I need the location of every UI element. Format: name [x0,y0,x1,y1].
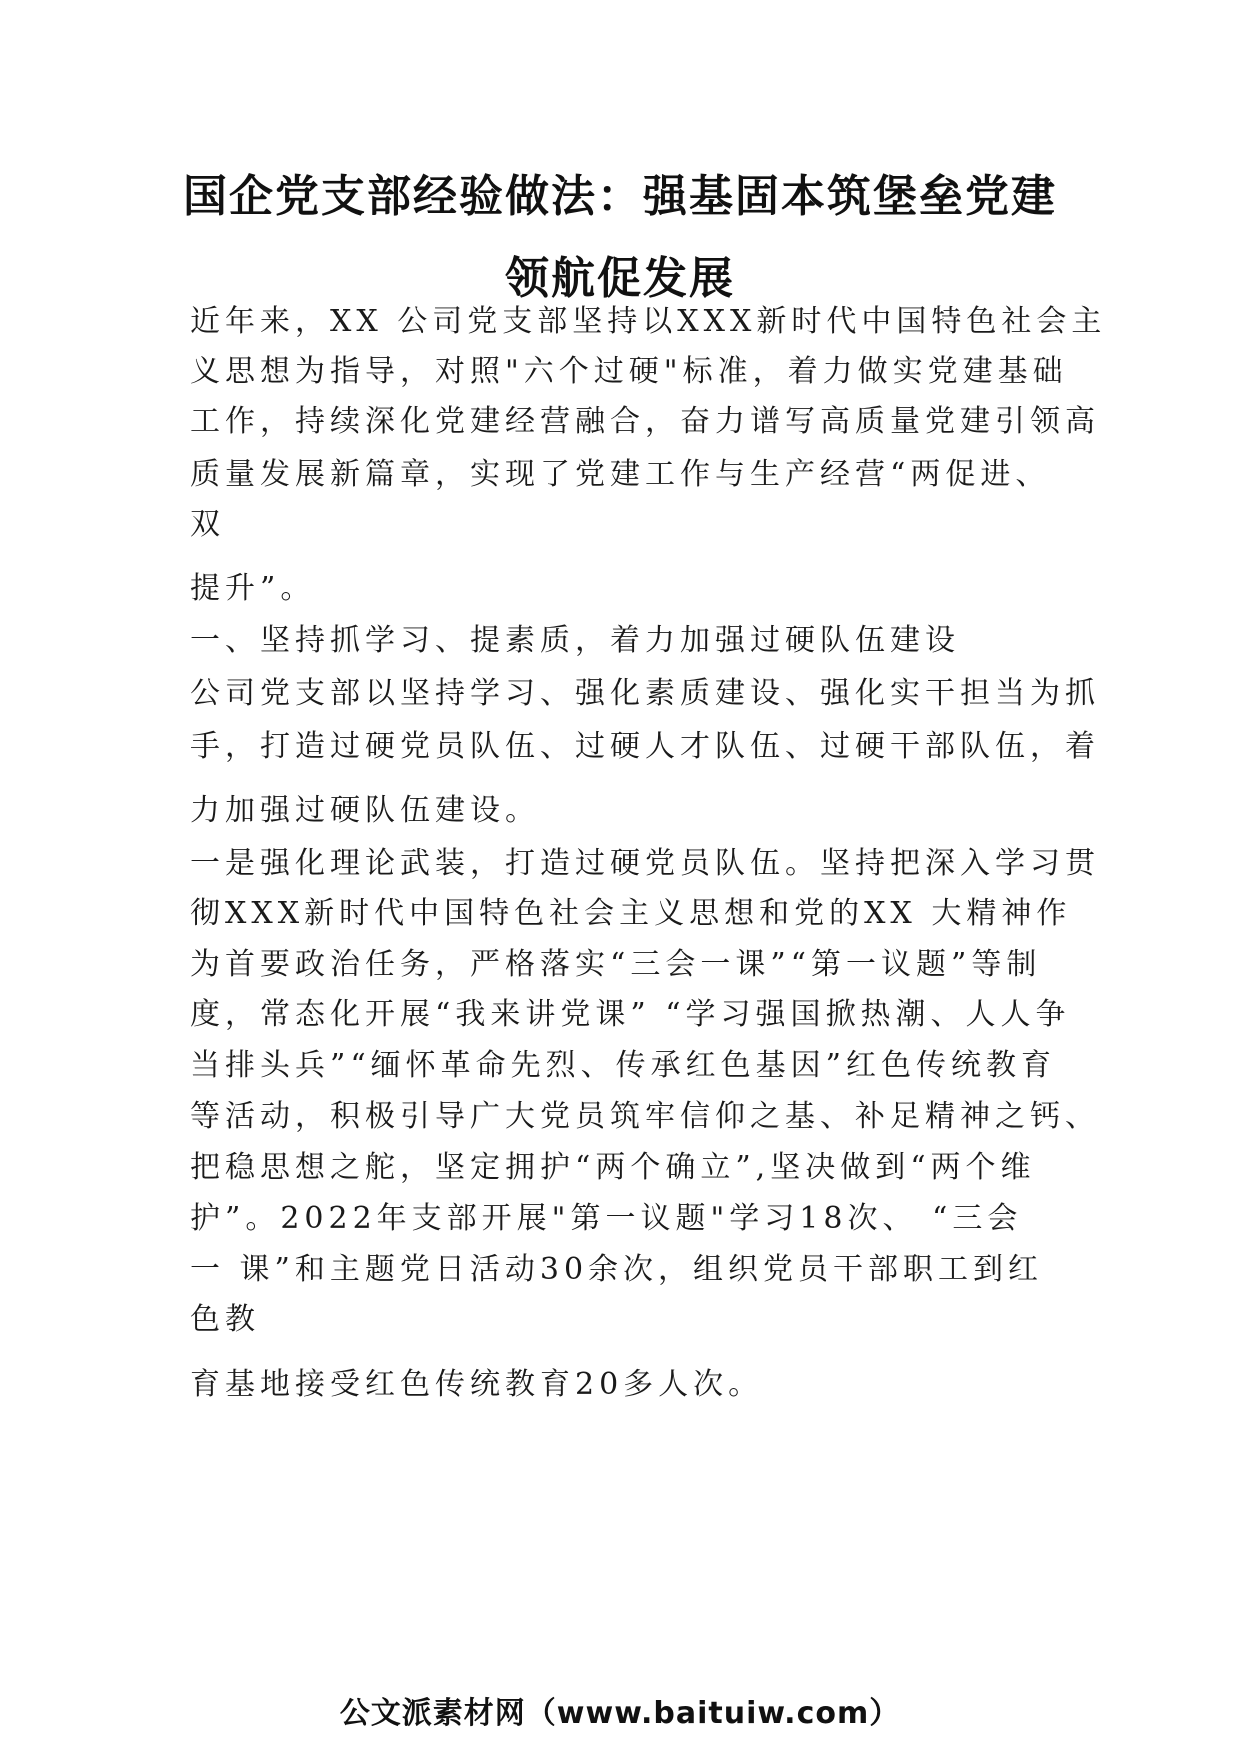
body-text-line: 双 [190,507,225,542]
body-text-line: 一 课”和主题党日活动30余次，组织党员干部职工到红 [190,1252,1044,1287]
body-text-line: 把稳思想之舵，坚定拥护“两个确立”,坚决做到“两个维 [190,1150,1036,1185]
body-text-line: 力加强过硬队伍建设。 [190,793,540,828]
body-text-line: 公司党支部以坚持学习、强化素质建设、强化实干担当为抓 [190,676,1100,711]
section-heading: 一、坚持抓学习、提素质，着力加强过硬队伍建设 [190,623,960,658]
body-text-line: 提升”。 [190,571,316,606]
body-text-line: 彻XXX新时代中国特色社会主义思想和党的XX 大精神作 [190,896,1072,931]
body-text-line: 色教 [190,1302,260,1337]
body-text-line: 护”。2022年支部开展"第一议题"学习18次、 “三会 [190,1201,1023,1236]
body-text-line: 义思想为指导，对照"六个过硬"标准，着力做实党建基础 [190,354,1068,389]
body-text-line: 近年来，XX 公司党支部坚持以XXX新时代中国特色社会主 [190,304,1107,339]
body-text-line: 手，打造过硬党员队伍、过硬人才队伍、过硬干部队伍，着 [190,729,1100,764]
document-title-line-1: 国企党支部经验做法：强基固本筑堡垒党建 [183,171,1057,222]
body-text-line: 当排头兵”“缅怀革命先烈、传承红色基因”红色传统教育 [190,1048,1057,1083]
body-text-line: 度，常态化开展“我来讲党课” “学习强国掀热潮、人人争 [190,997,1071,1032]
body-text-line: 质量发展新篇章，实现了党建工作与生产经营“两促进、 [190,457,1051,492]
document-title-line-2: 领航促发展 [505,253,735,304]
body-text-line: 等活动，积极引导广大党员筑牢信仰之基、补足精神之钙、 [190,1099,1100,1134]
body-text-line: 工作，持续深化党建经营融合，奋力谱写高质量党建引领高 [190,404,1100,439]
body-text-line: 为首要政治任务，严格落实“三会一课”“第一议题”等制 [190,947,1042,982]
body-text-line: 育基地接受红色传统教育20多人次。 [190,1367,764,1402]
body-text-line: 一是强化理论武装，打造过硬党员队伍。坚持把深入学习贯 [190,846,1100,881]
footer-source-text: 公文派素材网（www.baituiw.com） [339,1696,901,1731]
